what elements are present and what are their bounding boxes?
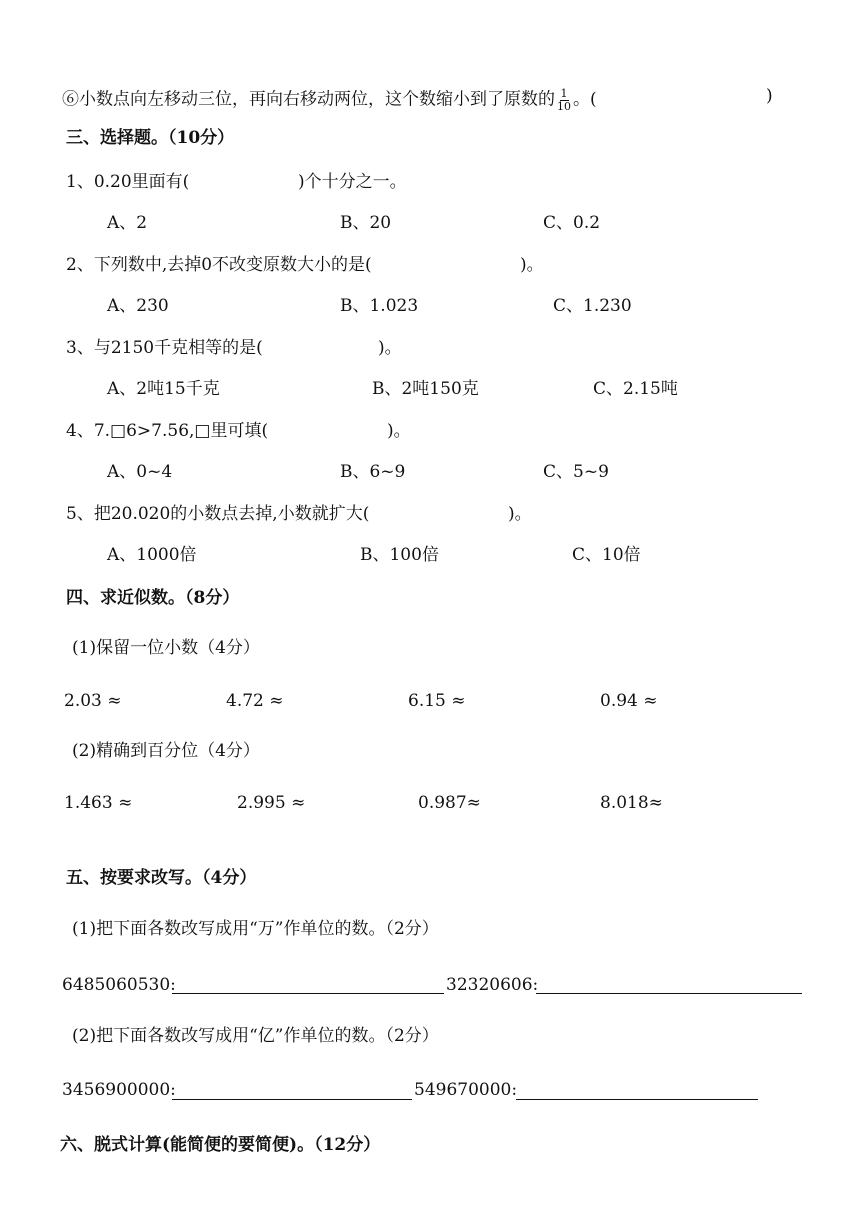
rewrite-item-1: 6485060530: [62,975,176,995]
rewrite-item-2-answer-line[interactable] [536,993,802,994]
rewrite-item-3-answer-line[interactable] [172,1099,412,1100]
question-5-option-b[interactable]: B、100倍 [360,545,439,565]
question-3-option-a[interactable]: A、2吨15千克 [107,379,220,399]
fraction-denominator: 10 [557,99,571,113]
section-6-title: 六、脱式计算(能简便的要简便)。（12分） [60,1135,381,1155]
judge-item-6-close-paren: ) [766,86,773,106]
question-5-stem-end: )。 [508,504,532,524]
section-4-part-1-label: (1)保留一位小数（4分） [72,638,260,658]
rewrite-item-1-answer-line[interactable] [172,993,444,994]
judge-item-6-text: ⑥小数点向左移动三位，再向右移动两位，这个数缩小到了原数的 [62,89,555,110]
section-5-title: 五、按要求改写。（4分） [66,868,257,888]
question-4-stem-end: )。 [387,421,411,441]
judge-item-6-open-paren: 。( [573,89,597,110]
question-5-stem-start: 5、把20.020的小数点去掉,小数就扩大( [66,504,370,524]
approx-item-1: 2.03 ≈ [64,691,122,711]
section-3-title: 三、选择题。（10分） [66,128,235,148]
rewrite-item-2: 32320606: [446,975,539,995]
question-2-option-b[interactable]: B、1.023 [340,296,419,316]
judge-item-6-answer-blank[interactable] [766,88,773,105]
approx-item-4: 0.94 ≈ [600,691,658,711]
section-4-part-2-label: (2)精确到百分位（4分） [72,741,260,761]
question-1-stem-end: )个十分之一。 [298,172,407,192]
approx-item-5: 1.463 ≈ [64,793,133,813]
question-3-stem-end: )。 [378,338,402,358]
question-4-option-a[interactable]: A、0~4 [107,462,173,482]
judge-item-6 [62,88,597,112]
section-5-part-2-label: (2)把下面各数改写成用“亿”作单位的数。（2分） [72,1026,439,1046]
approx-item-2: 4.72 ≈ [226,691,284,711]
rewrite-item-4: 549670000: [414,1080,518,1100]
question-1-option-b[interactable]: B、20 [340,213,392,233]
rewrite-item-3: 3456900000: [62,1080,176,1100]
question-2-option-c[interactable]: C、1.230 [553,296,632,316]
question-1-option-c[interactable]: C、0.2 [543,213,601,233]
question-4-option-c[interactable]: C、5~9 [543,462,609,482]
rewrite-item-4-answer-line[interactable] [516,1099,758,1100]
section-4-title: 四、求近似数。（8分） [66,588,240,608]
question-4-option-b[interactable]: B、6~9 [340,462,406,482]
question-5-option-a[interactable]: A、1000倍 [107,545,197,565]
approx-item-7: 0.987≈ [418,793,481,813]
question-3-option-c[interactable]: C、2.15吨 [593,379,678,399]
question-2-option-a[interactable]: A、230 [107,296,169,316]
question-2-stem-start: 2、下列数中,去掉0不改变原数大小的是( [66,255,372,275]
question-2-stem-end: )。 [520,255,544,275]
question-1-stem-start: 1、0.20里面有( [66,172,190,192]
fraction-one-tenth [557,88,571,112]
fraction-numerator: 1 [560,87,568,100]
approx-item-8: 8.018≈ [600,793,663,813]
approx-item-3: 6.15 ≈ [408,691,466,711]
question-4-stem-start: 4、7.□6>7.56,□里可填( [66,421,269,441]
question-3-stem-start: 3、与2150千克相等的是( [66,338,263,358]
question-5-option-c[interactable]: C、10倍 [572,545,641,565]
question-3-option-b[interactable]: B、2吨150克 [372,379,479,399]
question-1-option-a[interactable]: A、2 [107,213,148,233]
approx-item-6: 2.995 ≈ [237,793,306,813]
section-5-part-1-label: (1)把下面各数改写成用“万”作单位的数。（2分） [72,919,439,939]
